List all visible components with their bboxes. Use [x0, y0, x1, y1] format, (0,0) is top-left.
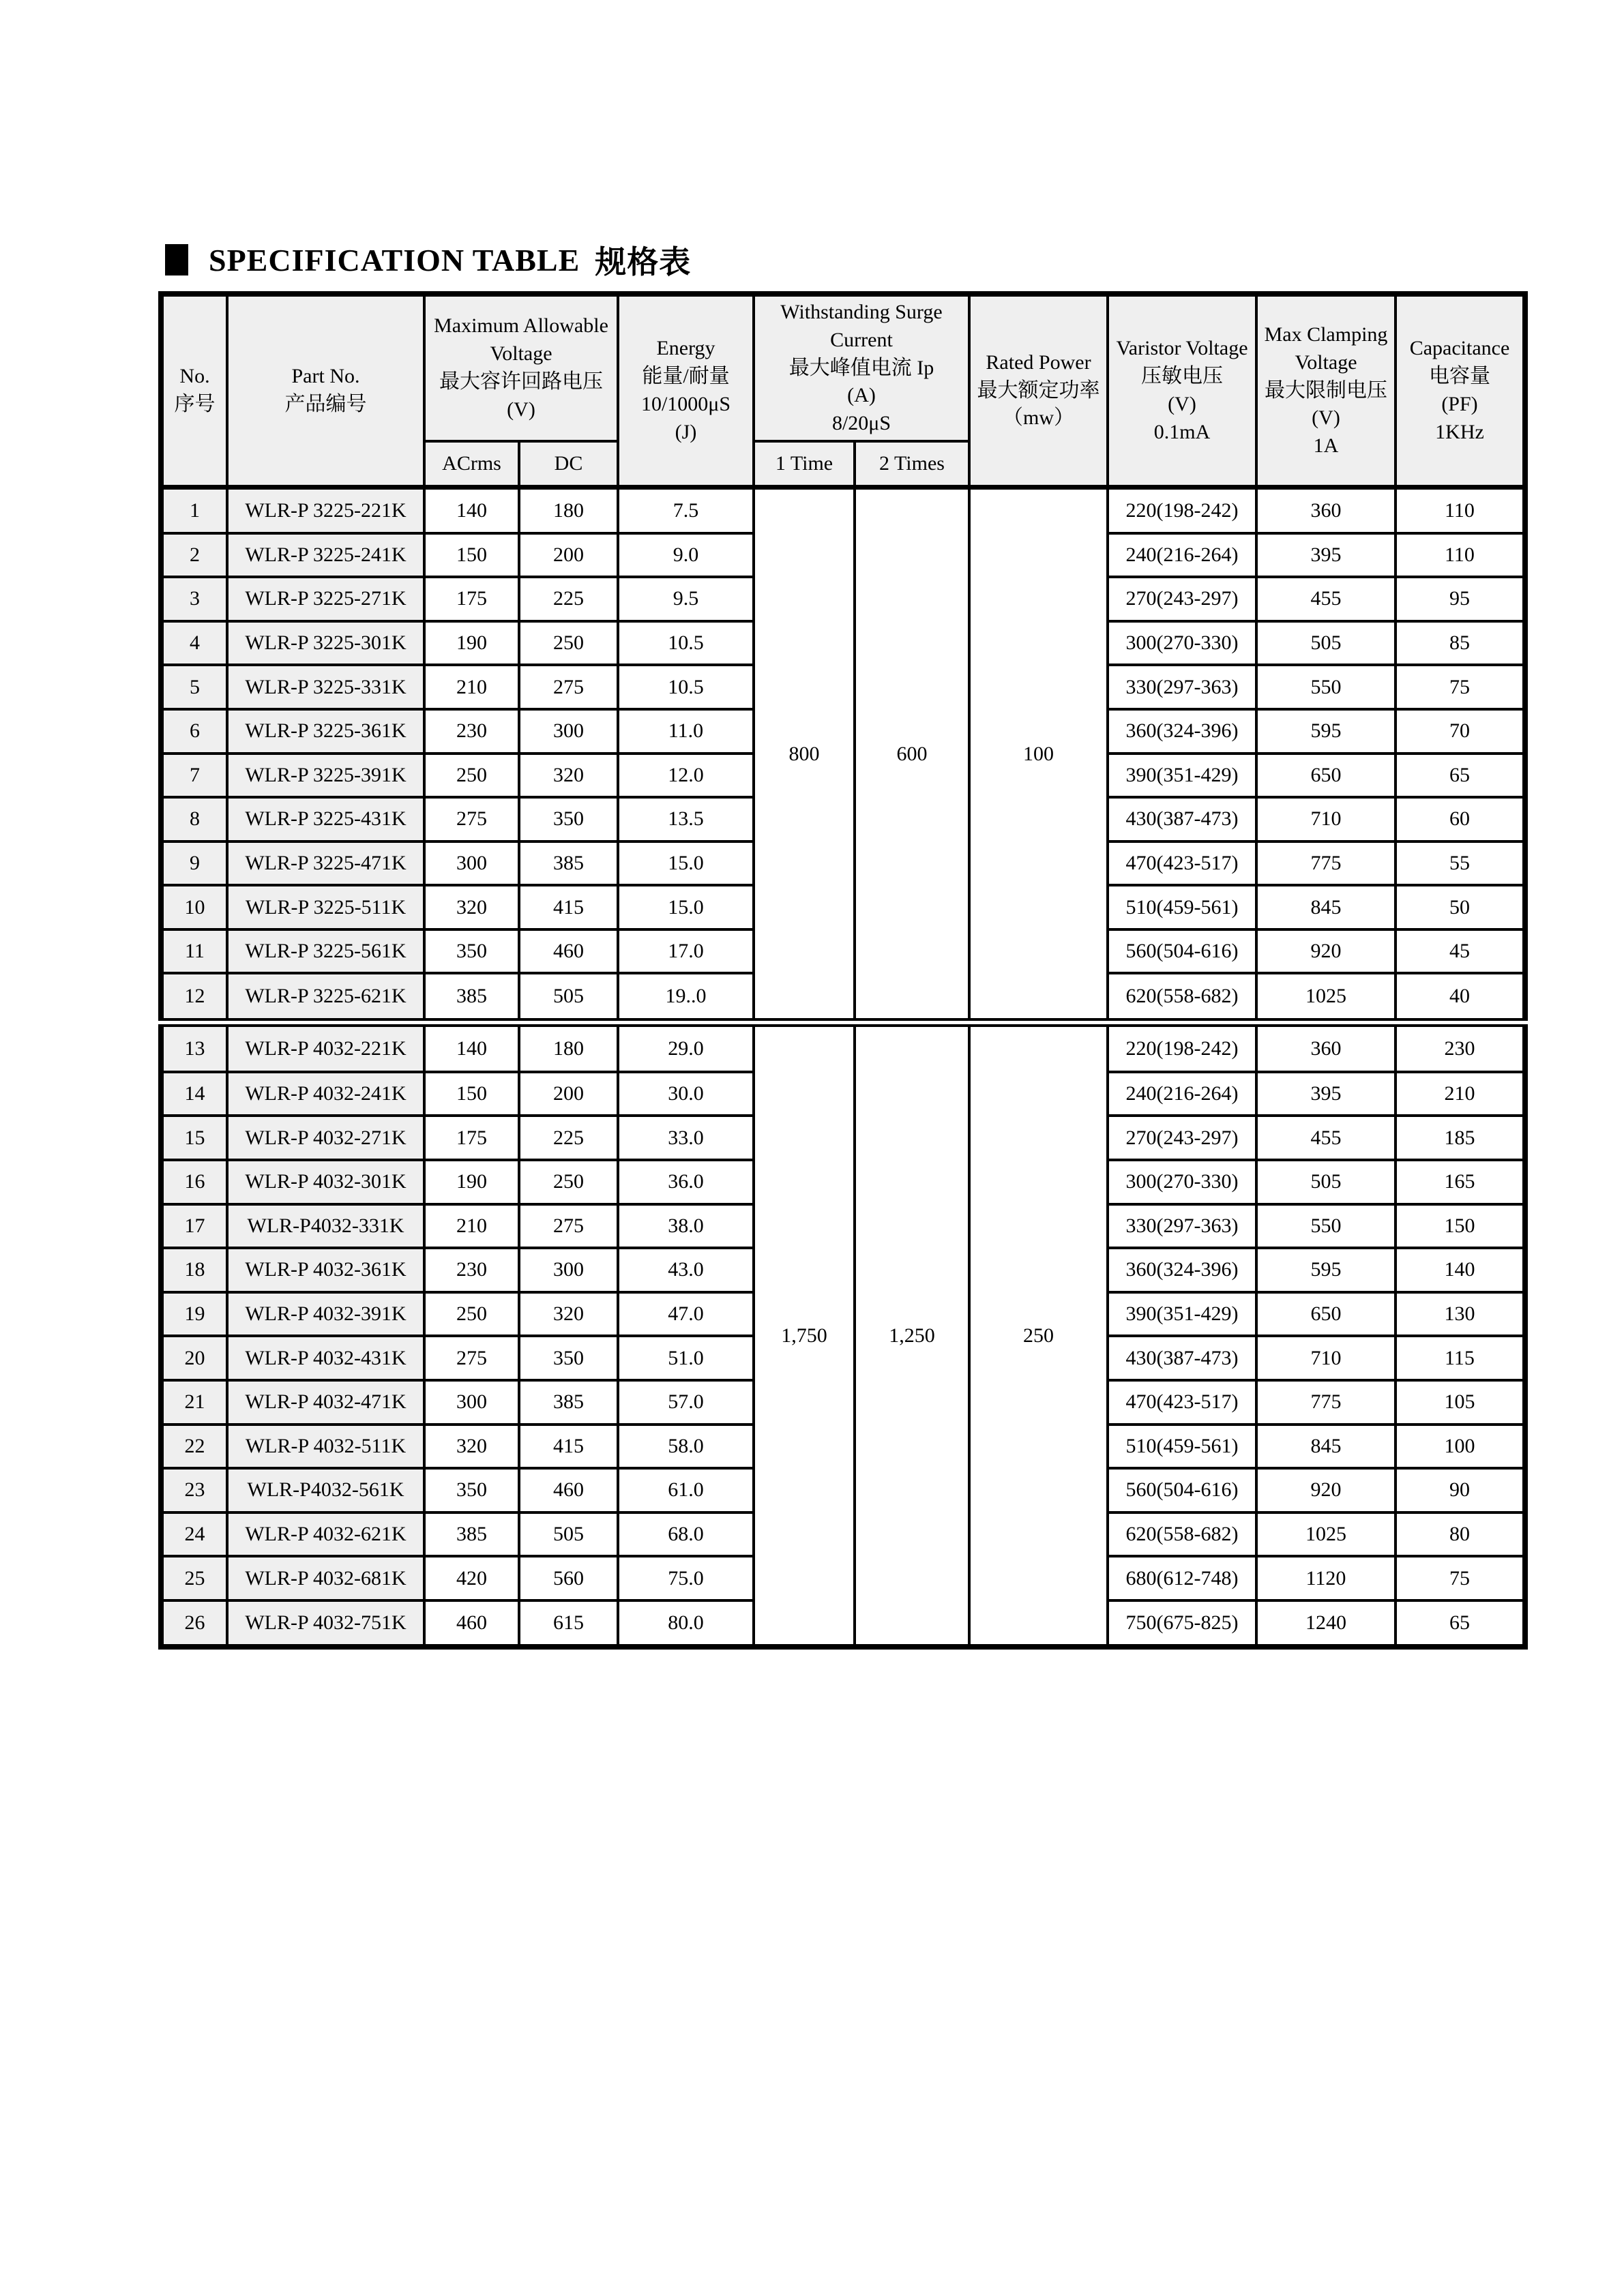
dc-value-cell: 350	[519, 1336, 618, 1380]
dc-value-cell: 505	[519, 973, 618, 1022]
energy-value-cell: 33.0	[618, 1116, 754, 1160]
clamping-voltage-cell: 505	[1256, 621, 1396, 666]
capacitance-value-cell: 65	[1396, 754, 1525, 798]
row-no-cell: 15	[161, 1116, 227, 1160]
capacitance-value-cell: 165	[1396, 1160, 1525, 1204]
dc-value-cell: 320	[519, 1292, 618, 1337]
dc-value-cell: 200	[519, 533, 618, 578]
surge-2-times-cell: 1,250	[855, 1023, 969, 1647]
varistor-voltage-cell: 560(504-616)	[1108, 929, 1256, 974]
varistor-voltage-cell: 300(270-330)	[1108, 1160, 1256, 1204]
col-header-acrms: ACrms	[424, 441, 519, 488]
page-title-zh: 规格表	[595, 245, 692, 280]
col-header-max-allowable-voltage: Maximum Allowable Voltage 最大容许回路电压 (V)	[424, 294, 618, 441]
clamping-voltage-cell: 1025	[1256, 1512, 1396, 1557]
capacitance-value-cell: 60	[1396, 797, 1525, 841]
capacitance-value-cell: 115	[1396, 1336, 1525, 1380]
clamping-voltage-cell: 920	[1256, 1468, 1396, 1512]
capacitance-value-cell: 50	[1396, 885, 1525, 929]
capacitance-value-cell: 230	[1396, 1023, 1525, 1072]
dc-value-cell: 385	[519, 1380, 618, 1425]
header-row-main	[161, 294, 1525, 441]
surge-2-times-cell: 600	[855, 488, 969, 1023]
capacitance-value-cell: 70	[1396, 709, 1525, 754]
row-no-cell: 14	[161, 1072, 227, 1116]
part-no-cell: WLR-P 3225-271K	[227, 577, 424, 621]
clamping-voltage-cell: 775	[1256, 841, 1396, 886]
acrms-value-cell: 275	[424, 797, 519, 841]
part-no-cell: WLR-P 4032-431K	[227, 1336, 424, 1380]
clamping-voltage-cell: 360	[1256, 488, 1396, 533]
part-no-cell: WLR-P 3225-431K	[227, 797, 424, 841]
part-no-cell: WLR-P 3225-221K	[227, 488, 424, 533]
spec-table-row	[161, 488, 1525, 533]
clamping-voltage-cell: 505	[1256, 1160, 1396, 1204]
dc-value-cell: 300	[519, 1248, 618, 1292]
energy-value-cell: 36.0	[618, 1160, 754, 1204]
energy-value-cell: 80.0	[618, 1600, 754, 1647]
surge-1-time-cell: 1,750	[754, 1023, 855, 1647]
row-no-cell: 20	[161, 1336, 227, 1380]
dc-value-cell: 225	[519, 1116, 618, 1160]
energy-value-cell: 61.0	[618, 1468, 754, 1512]
energy-value-cell: 15.0	[618, 885, 754, 929]
capacitance-value-cell: 75	[1396, 1556, 1525, 1600]
capacitance-value-cell: 55	[1396, 841, 1525, 886]
part-no-cell: WLR-P 4032-221K	[227, 1023, 424, 1072]
clamping-voltage-cell: 1025	[1256, 973, 1396, 1022]
part-no-cell: WLR-P 4032-681K	[227, 1556, 424, 1600]
energy-value-cell: 30.0	[618, 1072, 754, 1116]
dc-value-cell: 275	[519, 665, 618, 709]
energy-value-cell: 58.0	[618, 1425, 754, 1469]
rated-power-cell: 100	[969, 488, 1108, 1023]
col-header-no: No. 序号	[161, 294, 227, 488]
capacitance-value-cell: 95	[1396, 577, 1525, 621]
varistor-voltage-cell: 390(351-429)	[1108, 1292, 1256, 1337]
spec-table-body	[161, 488, 1525, 1648]
row-no-cell: 18	[161, 1248, 227, 1292]
page-title-en: SPECIFICATION TABLE	[209, 242, 580, 278]
dc-value-cell: 385	[519, 841, 618, 886]
capacitance-value-cell: 150	[1396, 1204, 1525, 1249]
row-no-cell: 25	[161, 1556, 227, 1600]
energy-value-cell: 9.5	[618, 577, 754, 621]
dc-value-cell: 415	[519, 1425, 618, 1469]
col-header-dc: DC	[519, 441, 618, 488]
acrms-value-cell: 150	[424, 1072, 519, 1116]
varistor-voltage-cell: 270(243-297)	[1108, 577, 1256, 621]
row-no-cell: 19	[161, 1292, 227, 1337]
dc-value-cell: 505	[519, 1512, 618, 1557]
clamping-voltage-cell: 455	[1256, 1116, 1396, 1160]
dc-value-cell: 250	[519, 621, 618, 666]
acrms-value-cell: 320	[424, 1425, 519, 1469]
capacitance-value-cell: 45	[1396, 929, 1525, 974]
col-header-max-clamping-voltage: Max Clamping Voltage 最大限制电压 (V) 1A	[1256, 294, 1396, 488]
energy-value-cell: 10.5	[618, 621, 754, 666]
capacitance-value-cell: 140	[1396, 1248, 1525, 1292]
energy-value-cell: 19..0	[618, 973, 754, 1022]
part-no-cell: WLR-P4032-561K	[227, 1468, 424, 1512]
acrms-value-cell: 210	[424, 1204, 519, 1249]
varistor-voltage-cell: 390(351-429)	[1108, 754, 1256, 798]
acrms-value-cell: 460	[424, 1600, 519, 1647]
capacitance-value-cell: 110	[1396, 533, 1525, 578]
capacitance-value-cell: 75	[1396, 665, 1525, 709]
varistor-voltage-cell: 240(216-264)	[1108, 533, 1256, 578]
row-no-cell: 21	[161, 1380, 227, 1425]
capacitance-value-cell: 80	[1396, 1512, 1525, 1557]
varistor-voltage-cell: 430(387-473)	[1108, 797, 1256, 841]
row-no-cell: 6	[161, 709, 227, 754]
col-header-2-times: 2 Times	[855, 441, 969, 488]
varistor-voltage-cell: 270(243-297)	[1108, 1116, 1256, 1160]
energy-value-cell: 75.0	[618, 1556, 754, 1600]
part-no-cell: WLR-P 4032-361K	[227, 1248, 424, 1292]
acrms-value-cell: 190	[424, 621, 519, 666]
col-header-varistor-voltage: Varistor Voltage 压敏电压 (V) 0.1mA	[1108, 294, 1256, 488]
spec-table-header	[161, 294, 1525, 488]
energy-value-cell: 11.0	[618, 709, 754, 754]
varistor-voltage-cell: 220(198-242)	[1108, 1023, 1256, 1072]
clamping-voltage-cell: 550	[1256, 1204, 1396, 1249]
dc-value-cell: 180	[519, 1023, 618, 1072]
energy-value-cell: 12.0	[618, 754, 754, 798]
part-no-cell: WLR-P 3225-511K	[227, 885, 424, 929]
dc-value-cell: 415	[519, 885, 618, 929]
part-no-cell: WLR-P 3225-301K	[227, 621, 424, 666]
row-no-cell: 10	[161, 885, 227, 929]
row-no-cell: 26	[161, 1600, 227, 1647]
varistor-voltage-cell: 620(558-682)	[1108, 973, 1256, 1022]
varistor-voltage-cell: 680(612-748)	[1108, 1556, 1256, 1600]
row-no-cell: 2	[161, 533, 227, 578]
clamping-voltage-cell: 775	[1256, 1380, 1396, 1425]
surge-1-time-cell: 800	[754, 488, 855, 1023]
col-header-rated-power: Rated Power 最大额定功率 （mw）	[969, 294, 1108, 488]
part-no-cell: WLR-P 3225-331K	[227, 665, 424, 709]
part-no-cell: WLR-P 4032-241K	[227, 1072, 424, 1116]
part-no-cell: WLR-P 4032-751K	[227, 1600, 424, 1647]
capacitance-value-cell: 65	[1396, 1600, 1525, 1647]
clamping-voltage-cell: 1120	[1256, 1556, 1396, 1600]
capacitance-value-cell: 130	[1396, 1292, 1525, 1337]
page-title	[165, 237, 691, 282]
acrms-value-cell: 230	[424, 1248, 519, 1292]
energy-value-cell: 51.0	[618, 1336, 754, 1380]
acrms-value-cell: 420	[424, 1556, 519, 1600]
acrms-value-cell: 300	[424, 841, 519, 886]
varistor-voltage-cell: 330(297-363)	[1108, 1204, 1256, 1249]
energy-value-cell: 10.5	[618, 665, 754, 709]
row-no-cell: 4	[161, 621, 227, 666]
capacitance-value-cell: 90	[1396, 1468, 1525, 1512]
energy-value-cell: 17.0	[618, 929, 754, 974]
energy-value-cell: 38.0	[618, 1204, 754, 1249]
clamping-voltage-cell: 845	[1256, 885, 1396, 929]
part-no-cell: WLR-P 3225-361K	[227, 709, 424, 754]
square-bullet-icon	[165, 244, 188, 275]
dc-value-cell: 300	[519, 709, 618, 754]
clamping-voltage-cell: 650	[1256, 754, 1396, 798]
acrms-value-cell: 385	[424, 973, 519, 1022]
col-header-capacitance: Capacitance 电容量 (PF) 1KHz	[1396, 294, 1525, 488]
part-no-cell: WLR-P 4032-471K	[227, 1380, 424, 1425]
clamping-voltage-cell: 650	[1256, 1292, 1396, 1337]
energy-value-cell: 13.5	[618, 797, 754, 841]
clamping-voltage-cell: 710	[1256, 797, 1396, 841]
varistor-voltage-cell: 430(387-473)	[1108, 1336, 1256, 1380]
row-no-cell: 16	[161, 1160, 227, 1204]
rated-power-cell: 250	[969, 1023, 1108, 1647]
part-no-cell: WLR-P 4032-301K	[227, 1160, 424, 1204]
dc-value-cell: 180	[519, 488, 618, 533]
clamping-voltage-cell: 710	[1256, 1336, 1396, 1380]
row-no-cell: 7	[161, 754, 227, 798]
clamping-voltage-cell: 455	[1256, 577, 1396, 621]
row-no-cell: 5	[161, 665, 227, 709]
energy-value-cell: 15.0	[618, 841, 754, 886]
varistor-voltage-cell: 470(423-517)	[1108, 1380, 1256, 1425]
varistor-voltage-cell: 300(270-330)	[1108, 621, 1256, 666]
acrms-value-cell: 385	[424, 1512, 519, 1557]
acrms-value-cell: 320	[424, 885, 519, 929]
energy-value-cell: 43.0	[618, 1248, 754, 1292]
part-no-cell: WLR-P 4032-511K	[227, 1425, 424, 1469]
col-header-part-no: Part No. 产品编号	[227, 294, 424, 488]
row-no-cell: 11	[161, 929, 227, 974]
varistor-voltage-cell: 330(297-363)	[1108, 665, 1256, 709]
row-no-cell: 24	[161, 1512, 227, 1557]
row-no-cell: 9	[161, 841, 227, 886]
varistor-voltage-cell: 560(504-616)	[1108, 1468, 1256, 1512]
acrms-value-cell: 300	[424, 1380, 519, 1425]
varistor-voltage-cell: 510(459-561)	[1108, 1425, 1256, 1469]
acrms-value-cell: 175	[424, 577, 519, 621]
capacitance-value-cell: 110	[1396, 488, 1525, 533]
row-no-cell: 23	[161, 1468, 227, 1512]
clamping-voltage-cell: 595	[1256, 1248, 1396, 1292]
energy-value-cell: 9.0	[618, 533, 754, 578]
row-no-cell: 1	[161, 488, 227, 533]
row-no-cell: 13	[161, 1023, 227, 1072]
dc-value-cell: 275	[519, 1204, 618, 1249]
dc-value-cell: 350	[519, 797, 618, 841]
part-no-cell: WLR-P 4032-391K	[227, 1292, 424, 1337]
part-no-cell: WLR-P 3225-391K	[227, 754, 424, 798]
acrms-value-cell: 275	[424, 1336, 519, 1380]
clamping-voltage-cell: 395	[1256, 533, 1396, 578]
col-header-1-time: 1 Time	[754, 441, 855, 488]
varistor-voltage-cell: 470(423-517)	[1108, 841, 1256, 886]
dc-value-cell: 560	[519, 1556, 618, 1600]
dc-value-cell: 200	[519, 1072, 618, 1116]
part-no-cell: WLR-P 4032-621K	[227, 1512, 424, 1557]
acrms-value-cell: 190	[424, 1160, 519, 1204]
row-no-cell: 22	[161, 1425, 227, 1469]
varistor-voltage-cell: 360(324-396)	[1108, 1248, 1256, 1292]
acrms-value-cell: 140	[424, 488, 519, 533]
acrms-value-cell: 230	[424, 709, 519, 754]
row-no-cell: 12	[161, 973, 227, 1022]
dc-value-cell: 460	[519, 929, 618, 974]
acrms-value-cell: 350	[424, 1468, 519, 1512]
dc-value-cell: 225	[519, 577, 618, 621]
capacitance-value-cell: 210	[1396, 1072, 1525, 1116]
part-no-cell: WLR-P 4032-271K	[227, 1116, 424, 1160]
clamping-voltage-cell: 550	[1256, 665, 1396, 709]
varistor-voltage-cell: 240(216-264)	[1108, 1072, 1256, 1116]
row-no-cell: 8	[161, 797, 227, 841]
dc-value-cell: 250	[519, 1160, 618, 1204]
part-no-cell: WLR-P 3225-561K	[227, 929, 424, 974]
col-header-withstanding-surge-current: Withstanding Surge Current 最大峰值电流 Ip (A) 8/20μS	[754, 294, 969, 441]
varistor-voltage-cell: 220(198-242)	[1108, 488, 1256, 533]
acrms-value-cell: 175	[424, 1116, 519, 1160]
spec-table-row	[161, 1023, 1525, 1072]
row-no-cell: 3	[161, 577, 227, 621]
part-no-cell: WLR-P 3225-241K	[227, 533, 424, 578]
acrms-value-cell: 210	[424, 665, 519, 709]
acrms-value-cell: 250	[424, 754, 519, 798]
dc-value-cell: 320	[519, 754, 618, 798]
capacitance-value-cell: 105	[1396, 1380, 1525, 1425]
dc-value-cell: 615	[519, 1600, 618, 1647]
energy-value-cell: 29.0	[618, 1023, 754, 1072]
clamping-voltage-cell: 360	[1256, 1023, 1396, 1072]
row-no-cell: 17	[161, 1204, 227, 1249]
energy-value-cell: 7.5	[618, 488, 754, 533]
capacitance-value-cell: 85	[1396, 621, 1525, 666]
varistor-voltage-cell: 360(324-396)	[1108, 709, 1256, 754]
varistor-voltage-cell: 510(459-561)	[1108, 885, 1256, 929]
part-no-cell: WLR-P 3225-621K	[227, 973, 424, 1022]
clamping-voltage-cell: 1240	[1256, 1600, 1396, 1647]
energy-value-cell: 47.0	[618, 1292, 754, 1337]
acrms-value-cell: 150	[424, 533, 519, 578]
dc-value-cell: 460	[519, 1468, 618, 1512]
col-header-energy: Energy 能量/耐量 10/1000μS (J)	[618, 294, 754, 488]
specification-table	[158, 291, 1528, 1650]
varistor-voltage-cell: 750(675-825)	[1108, 1600, 1256, 1647]
energy-value-cell: 68.0	[618, 1512, 754, 1557]
part-no-cell: WLR-P4032-331K	[227, 1204, 424, 1249]
part-no-cell: WLR-P 3225-471K	[227, 841, 424, 886]
clamping-voltage-cell: 395	[1256, 1072, 1396, 1116]
acrms-value-cell: 250	[424, 1292, 519, 1337]
clamping-voltage-cell: 595	[1256, 709, 1396, 754]
acrms-value-cell: 350	[424, 929, 519, 974]
varistor-voltage-cell: 620(558-682)	[1108, 1512, 1256, 1557]
clamping-voltage-cell: 920	[1256, 929, 1396, 974]
clamping-voltage-cell: 845	[1256, 1425, 1396, 1469]
capacitance-value-cell: 100	[1396, 1425, 1525, 1469]
energy-value-cell: 57.0	[618, 1380, 754, 1425]
capacitance-value-cell: 40	[1396, 973, 1525, 1022]
capacitance-value-cell: 185	[1396, 1116, 1525, 1160]
acrms-value-cell: 140	[424, 1023, 519, 1072]
